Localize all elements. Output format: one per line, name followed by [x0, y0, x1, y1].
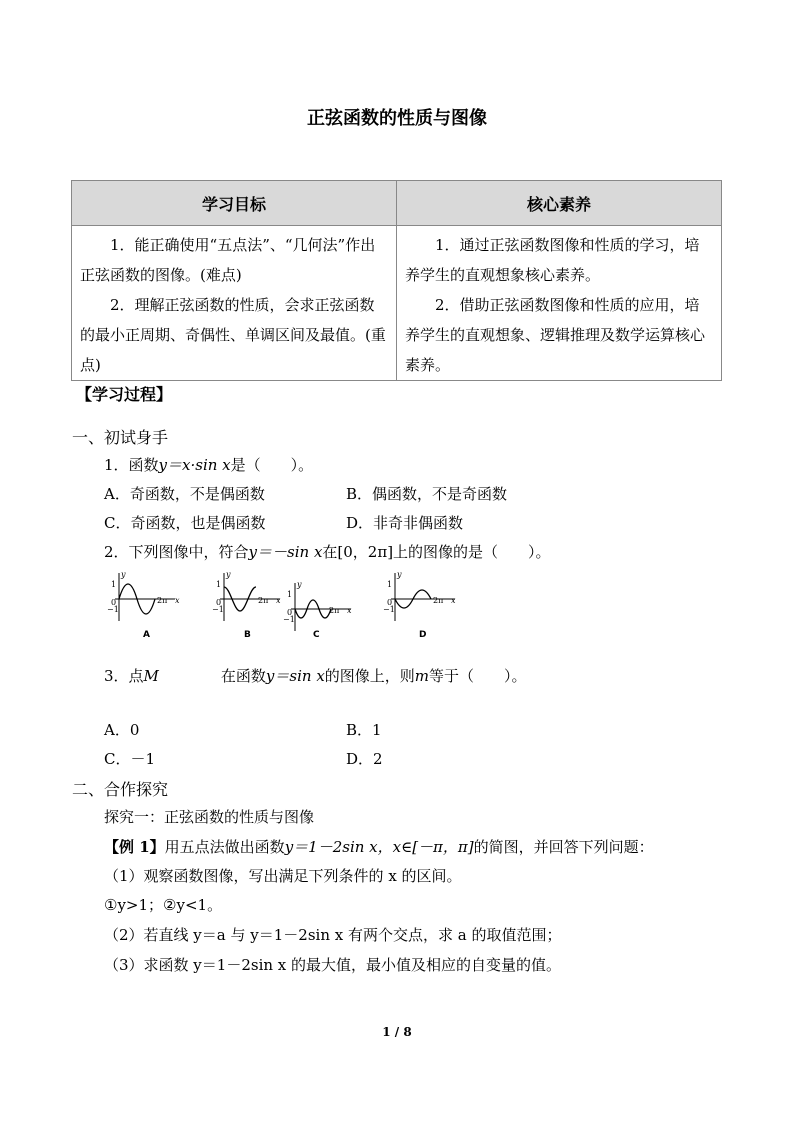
q3-var: m [414, 667, 430, 685]
y-axis-label: y [121, 570, 126, 579]
q2-suffix: 在[0，2π]上的图像的是（ ）。 [322, 543, 551, 561]
y-axis-label: y [397, 570, 402, 579]
graph-a[interactable] [107, 570, 180, 640]
tick-two-pi: 2π [433, 596, 444, 605]
example-part-3: （3）求函数 y＝1－2sin x 的最大值，最小值及相应的自变量的值。 [104, 956, 562, 974]
q3-option-d: D．2 [346, 750, 383, 768]
q3-suffix-b: 等于（ ）。 [429, 667, 527, 685]
q3-suffix-a: 的图像上，则 [324, 667, 415, 685]
q2-prefix: 2．下列图像中，符合 [104, 543, 249, 561]
literacy-cell [397, 226, 722, 381]
example-tail: 的简图，并回答下列问题： [473, 838, 654, 856]
example-part-1: （1）观察函数图像，写出满足下列条件的 x 的区间。 [104, 867, 462, 885]
tick-neg-one: −1 [212, 605, 224, 614]
tick-neg-one: −1 [383, 605, 395, 614]
tick-two-pi: 2π [329, 606, 340, 615]
tick-zero: 0 [111, 598, 117, 607]
tick-one: 1 [287, 590, 293, 599]
tick-two-pi: 2π [258, 596, 269, 605]
x-axis-label: x [175, 596, 180, 605]
goal-item: 1．能正确使用“五点法”、“几何法”作出正弦函数的图像。(难点) [80, 236, 376, 284]
graph-label: C [313, 630, 320, 640]
q1-suffix: 是（ ）。 [230, 456, 314, 474]
x-axis-label: x [276, 596, 281, 605]
q3-middle: 在函数 [220, 667, 266, 685]
option-a: A．奇函数，不是偶函数 [104, 485, 265, 503]
q1-func: y＝x·sin x [158, 456, 231, 474]
tick-zero: 0 [387, 598, 393, 607]
q1-prefix: 1．函数 [104, 456, 159, 474]
q3-option-c: C．－1 [104, 750, 156, 768]
header-literacy: 核心素养 [397, 181, 722, 226]
tick-one: 1 [111, 580, 117, 589]
graph-d[interactable] [383, 570, 456, 640]
question-1 [104, 454, 313, 475]
tick-neg-one: −1 [283, 615, 295, 624]
q3-point: M [143, 667, 159, 685]
x-axis-label: x [347, 606, 352, 615]
process-heading: 【学习过程】 [76, 385, 173, 404]
section1-heading: 一、初试身手 [72, 428, 169, 447]
goals-table [71, 180, 722, 381]
section2-heading: 二、合作探究 [72, 780, 169, 799]
graph-label: A [143, 630, 150, 640]
y-axis-label: y [297, 580, 302, 589]
y-axis-label: y [226, 570, 231, 579]
example-part-1b: ①y>1；②y<1。 [104, 896, 223, 914]
literacy-item: 1．通过正弦函数图像和性质的学习，培养学生的直观想象核心素养。 [405, 236, 700, 284]
tick-one: 1 [387, 580, 393, 589]
example-text: 用五点法做出函数 [164, 838, 285, 856]
example-1 [104, 836, 654, 857]
q3-func: y＝sin x [265, 667, 325, 685]
goal-item: 2．理解正弦函数的性质，会求正弦函数的最小正周期、奇偶性、单调区间及最值。(重点) [80, 296, 386, 374]
q3-option-b: B．1 [346, 721, 382, 739]
option-b: B．偶函数，不是奇函数 [346, 485, 508, 503]
tick-one: 1 [216, 580, 222, 589]
question-2 [104, 541, 551, 562]
tick-zero: 0 [287, 608, 293, 617]
q3-prefix: 3．点 [104, 667, 144, 685]
page-number: 1 / 8 [382, 1025, 412, 1039]
example-func: y＝1－2sin x，x∈[－π，π] [284, 838, 474, 856]
goals-cell [72, 226, 397, 381]
tick-zero: 0 [216, 598, 222, 607]
example-tag: 【例 1】 [104, 838, 165, 856]
option-d: D．非奇非偶函数 [346, 514, 464, 532]
question-3 [104, 665, 527, 686]
tick-neg-one: −1 [107, 605, 119, 614]
graph-label: D [419, 630, 427, 640]
header-goals: 学习目标 [72, 181, 397, 226]
q3-option-a: A．0 [104, 721, 140, 739]
page-title: 正弦函数的性质与图像 [307, 108, 487, 129]
option-c: C．奇函数，也是偶函数 [104, 514, 266, 532]
x-axis-label: x [451, 596, 456, 605]
tick-two-pi: 2π [157, 596, 168, 605]
explore-heading: 探究一：正弦函数的性质与图像 [104, 808, 315, 826]
sine-graph-options [100, 565, 480, 645]
literacy-item: 2．借助正弦函数图像和性质的应用，培养学生的直观想象、逻辑推理及数学运算核心素养。 [405, 296, 706, 374]
graph-label: B [244, 630, 251, 640]
graph-c[interactable] [283, 580, 352, 640]
graph-b[interactable] [212, 570, 281, 640]
example-part-2: （2）若直线 y＝a 与 y＝1－2sin x 有两个交点，求 a 的取值范围； [104, 926, 562, 944]
q2-func: y＝－sin x [248, 543, 323, 561]
